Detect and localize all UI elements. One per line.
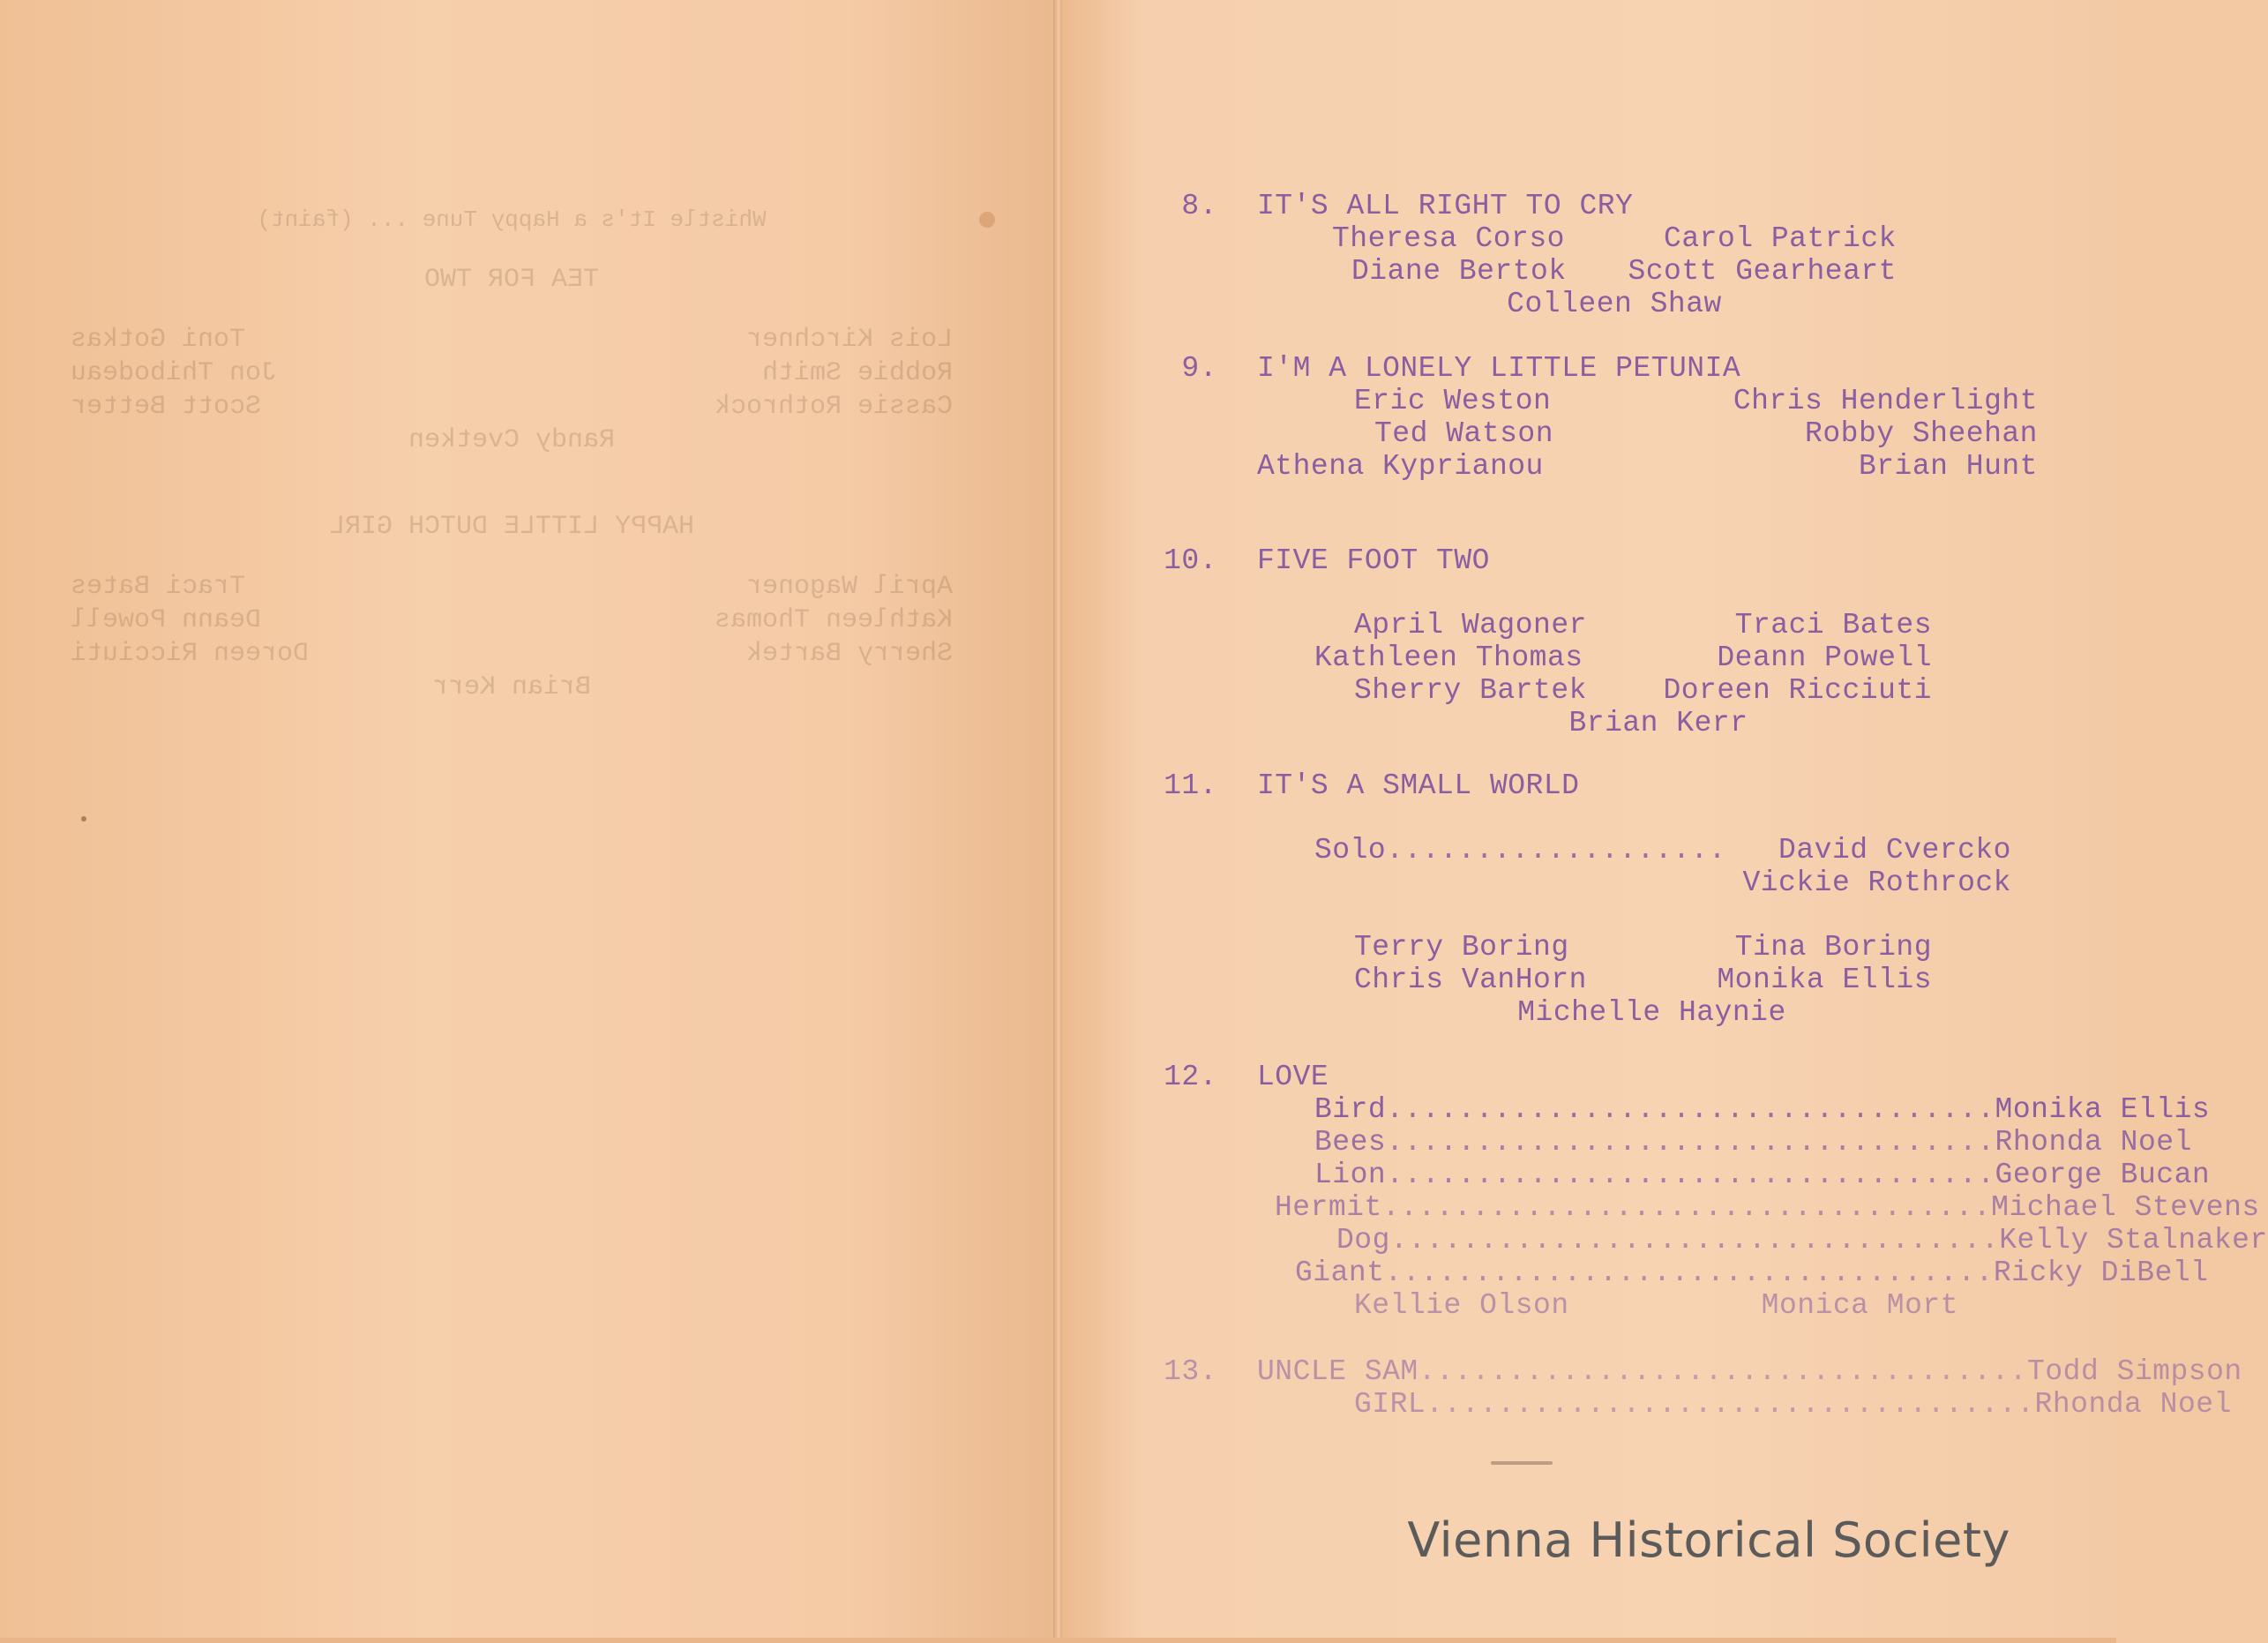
- leader-dots: ..................................: [1386, 1093, 1995, 1126]
- cast-row: [1257, 385, 2038, 417]
- leader-dots: ..................................: [1384, 1257, 1994, 1289]
- item-title: IT'S A SMALL WORLD: [1257, 769, 1580, 802]
- bleed-line: Whistle It's a Happy Tune ... (faint): [257, 206, 767, 233]
- ink-smudge: [1491, 1461, 1553, 1465]
- solo-label: Solo: [1314, 834, 1387, 867]
- item-number: 13.: [1164, 1355, 1217, 1388]
- cast-name: Kathleen Thomas: [1314, 641, 1583, 674]
- item-number: 10.: [1164, 544, 1217, 577]
- program-item: [1138, 544, 2055, 739]
- role-row: [1257, 1355, 2242, 1388]
- cast-name: Brian Kerr: [1568, 707, 1748, 739]
- item-number: 12.: [1164, 1061, 1217, 1093]
- cast-row: [1314, 609, 1932, 641]
- item-title: UNCLE SAM: [1257, 1355, 1418, 1388]
- actor-name: Todd Simpson: [2027, 1355, 2242, 1388]
- watermark: Vienna Historical Society: [1407, 1512, 2010, 1568]
- item-number: 11.: [1164, 769, 1217, 802]
- cast-name: Sherry Bartek: [1354, 674, 1587, 707]
- role-name: Bees: [1314, 1126, 1387, 1159]
- cast-row: [1354, 931, 1932, 964]
- leader-dots: ..................................: [1418, 1355, 2028, 1388]
- actor-name: Rhonda Noel: [2034, 1388, 2232, 1421]
- cast-name: Deann Powell: [1717, 641, 1932, 674]
- cast-row: [1314, 674, 1932, 707]
- cast-name: April Wagoner: [1354, 609, 1587, 641]
- bleed-title: TEA FOR TWO: [423, 265, 600, 295]
- role-row: [1314, 1093, 2211, 1126]
- paper-stain: [979, 212, 995, 228]
- cast-name: Eric Weston: [1354, 385, 1552, 417]
- bleed-row: Kathleen Thomas Deann Powell: [71, 605, 953, 635]
- cast-name: Terry Boring: [1354, 931, 1569, 964]
- program-item: [1138, 190, 2055, 320]
- role-name: Bird: [1314, 1093, 1387, 1126]
- program-item: [1138, 352, 2055, 483]
- cast-name: Tina Boring: [1734, 931, 1932, 964]
- cast-name: Diane Bertok: [1351, 255, 1567, 288]
- role-row: [1275, 1191, 2260, 1224]
- item-title: IT'S ALL RIGHT TO CRY: [1257, 190, 1634, 222]
- bleed-center: Brian Kerr: [431, 672, 592, 702]
- cast-row: [1314, 641, 1932, 674]
- cast-name: Chris Henderlight: [1733, 385, 2038, 417]
- cast-name: Kellie Olson: [1354, 1289, 1569, 1322]
- bleed-row: Sherry Bartek Doreen Ricciuti: [71, 639, 953, 669]
- leader-dots: ...................: [1386, 834, 1726, 867]
- cast-row: [1257, 450, 2038, 483]
- cast-name: Doreen Ricciuti: [1663, 674, 1932, 707]
- cast-name: Michelle Haynie: [1517, 996, 1786, 1029]
- bleed-row: April Wagoner Traci Bates: [71, 572, 953, 602]
- cast-name: Monika Ellis: [1717, 964, 1932, 996]
- cast-name: Athena Kyprianou: [1257, 450, 1544, 483]
- program-listing: [1138, 190, 2268, 1452]
- cast-name: Traci Bates: [1734, 609, 1932, 641]
- role-name: Lion: [1314, 1159, 1387, 1191]
- cast-name: Vickie Rothrock: [1742, 867, 2011, 899]
- leader-dots: ..................................: [1389, 1224, 2000, 1257]
- solo-row: [1314, 834, 2011, 867]
- bleed-row: Cassie Rothrock Scott Better: [71, 392, 953, 422]
- cast-row: [1257, 417, 2038, 450]
- cast-name: Colleen Shaw: [1507, 288, 1722, 320]
- cast-name: Monica Mort: [1761, 1289, 1958, 1322]
- leader-dots: ..................................: [1386, 1159, 1995, 1191]
- role-row: [1314, 1126, 2192, 1159]
- bleed-center: Randy Cvetken: [408, 425, 616, 455]
- left-page: [0, 0, 1055, 1643]
- program-item: [1138, 769, 2055, 1029]
- paper-stain: [81, 816, 86, 822]
- role-row: [1336, 1224, 2268, 1257]
- role-name: Hermit: [1275, 1191, 1382, 1224]
- cast-row: [1354, 1289, 1958, 1322]
- actor-name: George Bucan: [1995, 1159, 2211, 1191]
- cast-row: [1332, 222, 1897, 255]
- actor-name: Kelly Stalnaker: [1999, 1224, 2268, 1257]
- cast-name: David Cvercko: [1778, 834, 2011, 867]
- leader-dots: ..................................: [1381, 1191, 1992, 1224]
- cast-name: Chris VanHorn: [1354, 964, 1587, 996]
- item-number: 9.: [1181, 352, 1217, 385]
- role-row: [1295, 1257, 2209, 1289]
- bleed-through-text: [71, 203, 953, 704]
- actor-name: Rhonda Noel: [1995, 1126, 2192, 1159]
- cast-name: Scott Gearheart: [1628, 255, 1897, 288]
- actor-name: Ricky DiBell: [1993, 1257, 2209, 1289]
- cast-name: Ted Watson: [1374, 417, 1554, 450]
- cast-row: [1354, 964, 1932, 996]
- bleed-row: Robbie Smith Jon Thibodeau: [71, 358, 953, 388]
- role-row: [1354, 1388, 2232, 1421]
- bleed-title: HAPPY LITTLE DUTCH GIRL: [328, 512, 695, 542]
- cast-name: Brian Hunt: [1858, 450, 2038, 483]
- role-row: [1314, 1159, 2211, 1191]
- role-name: Dog: [1336, 1224, 1390, 1257]
- program-item: [1138, 1355, 2242, 1421]
- actor-name: Monika Ellis: [1995, 1093, 2211, 1126]
- item-title: I'M A LONELY LITTLE PETUNIA: [1257, 352, 1741, 385]
- item-title: FIVE FOOT TWO: [1257, 544, 1490, 577]
- cast-name: Robby Sheehan: [1805, 417, 2038, 450]
- program-item: [1138, 1061, 2268, 1322]
- cast-row: [1332, 255, 1897, 288]
- item-title: LOVE: [1257, 1061, 1329, 1093]
- leader-dots: ..................................: [1386, 1126, 1995, 1159]
- role-name: GIRL: [1354, 1388, 1426, 1421]
- cast-name: Carol Patrick: [1664, 222, 1897, 255]
- leader-dots: ..................................: [1426, 1388, 2035, 1421]
- cast-name: Theresa Corso: [1332, 222, 1565, 255]
- item-number: 8.: [1181, 190, 1217, 222]
- role-name: Giant: [1295, 1257, 1385, 1289]
- actor-name: Michael Stevens: [1991, 1191, 2260, 1224]
- page-bottom-edge: [0, 1638, 2116, 1643]
- bleed-row: Lois Kirchner Toni Gotkas: [71, 325, 953, 355]
